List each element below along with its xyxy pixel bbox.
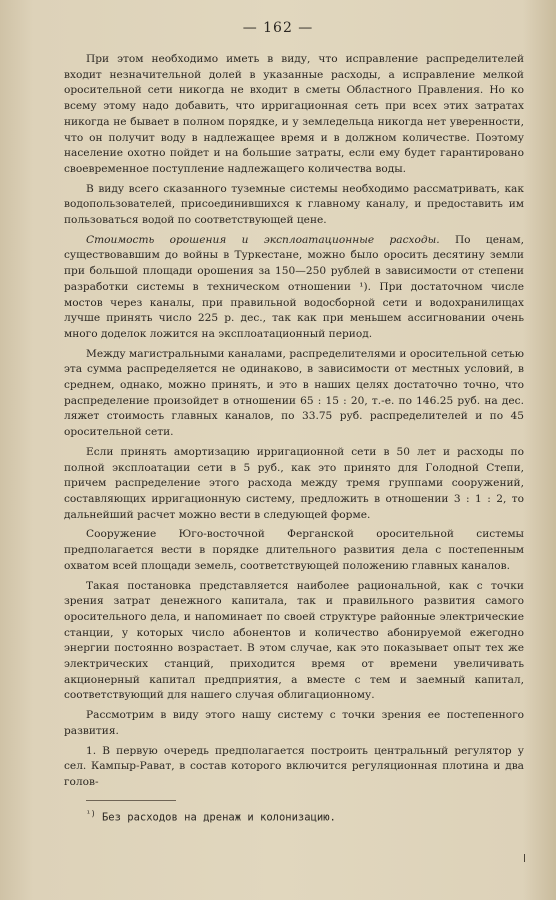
paragraph-7 [64,579,524,705]
page-number: — 162 — [242,20,314,36]
paragraph-6 [64,527,524,574]
paragraph-1 [64,52,524,178]
paragraph-5 [64,445,524,524]
footnote-mark: ¹) [86,809,96,818]
margin-mark [524,854,525,862]
paragraph-text: При этом необходимо иметь в виду, что исправление распределителей входит незначительной долей в указанные расходы, а исправление мелкой оросительной сети никогда не входит в сметы Областного Правления. Но ко всему этому надо добавить, что ирригационная сеть при всех этих затратах никогда не бывает в полном порядке, и у земледельца никогда нет уверенности, что он получит воду в надлежащее время и в должном количестве. Поэтому население охотно пойдет и на большие затраты, если ему будет гарантировано своевременное поступление надлежащего количества воды. [64,53,524,175]
paragraph-4 [64,347,524,441]
paragraph-text: В виду всего сказанного туземные системы необходимо рассматривать, как водопользователей, присоединившихся к главному каналу, и предоставить им пользоваться водой по соответствующей цене. [64,182,524,227]
paragraph-text: 1. В первую очередь предполагается построить центральный регулятор у сел. Кампыр-Рават, в состав которого включится регуляционная плотина и два голов- [64,744,524,788]
paragraph-8 [64,708,524,739]
section-lead-heading: Стоимость орошения и эксплоатационные расходы. [86,233,440,246]
main-text [64,52,524,791]
paragraph-9 [64,744,524,791]
footnote [86,807,506,825]
paragraph-text: Такая постановка представляется наиболее рациональной, как с точки зрения затрат денежного капитала, так и правильного развития самого оросительного дела, и напоминает по своей структуре районные электрические станции, у которых число абонентов и количество абонируемой ежегодно энергии постоянно возрастает. В этом случае, как это показывает опыт тех же электрических станций, приходится время от времени увеличивать акционерный капитал предприятия, а вместе с тем и заемный капитал, соответствующий для нашего случая облигационному. [64,579,524,702]
paragraph-2 [64,182,524,229]
paragraph-text: Рассмотрим в виду этого нашу систему с точки зрения ее постепенного развития. [64,709,524,737]
paragraph-3 [64,233,524,343]
paragraph-text: По ценам, существовавшим до войны в Туркестане, можно было оросить десятину земли при большой площади орошения за 150—250 рублей в зависимости от степени разработки системы в техническом отношении ¹). При достаточном числе мостов через каналы, при правильной водосборной сети и водохранилищах лучше принять число 225 р. дес., так как при меньшем ассигновании очень много доделок ложится на эксплоатационный период. [64,233,524,340]
paragraph-text: Если принять амортизацию ирригационной сети в 50 лет и расходы по полной эксплоатации сети в 5 руб., как это принято для Голодной Степи, причем распределение этого расхода между тремя группами сооружений, составляющих ирригационную систему, предложить в отношении 3 : 1 : 2, то дальнейший расчет можно вести в следующей форме. [64,445,524,521]
paragraph-text: Сооружение Юго-восточной Ферганской оросительной системы предполагается вести в порядке длительного развития дела с постепенным охватом всей площади земель, соответствующей положению главных каналов. [64,528,524,572]
footnote-divider [86,800,176,801]
paragraph-text: Между магистральными каналами, распределителями и оросительной сетью эта сумма распределяется не одинаково, в зависимости от местных условий, в среднем, однако, можно принять, и это в наших целях достаточно точно, что распределение произойдет в отношении 65 : 15 : 20, т.-е. по 146.25 руб. на дес. ляжет стоимость главных каналов, по 33.75 руб. распределителей и по 45 оросительной сети. [64,347,524,439]
footnote-text: Без расходов на дренаж и колонизацию. [95,811,336,824]
